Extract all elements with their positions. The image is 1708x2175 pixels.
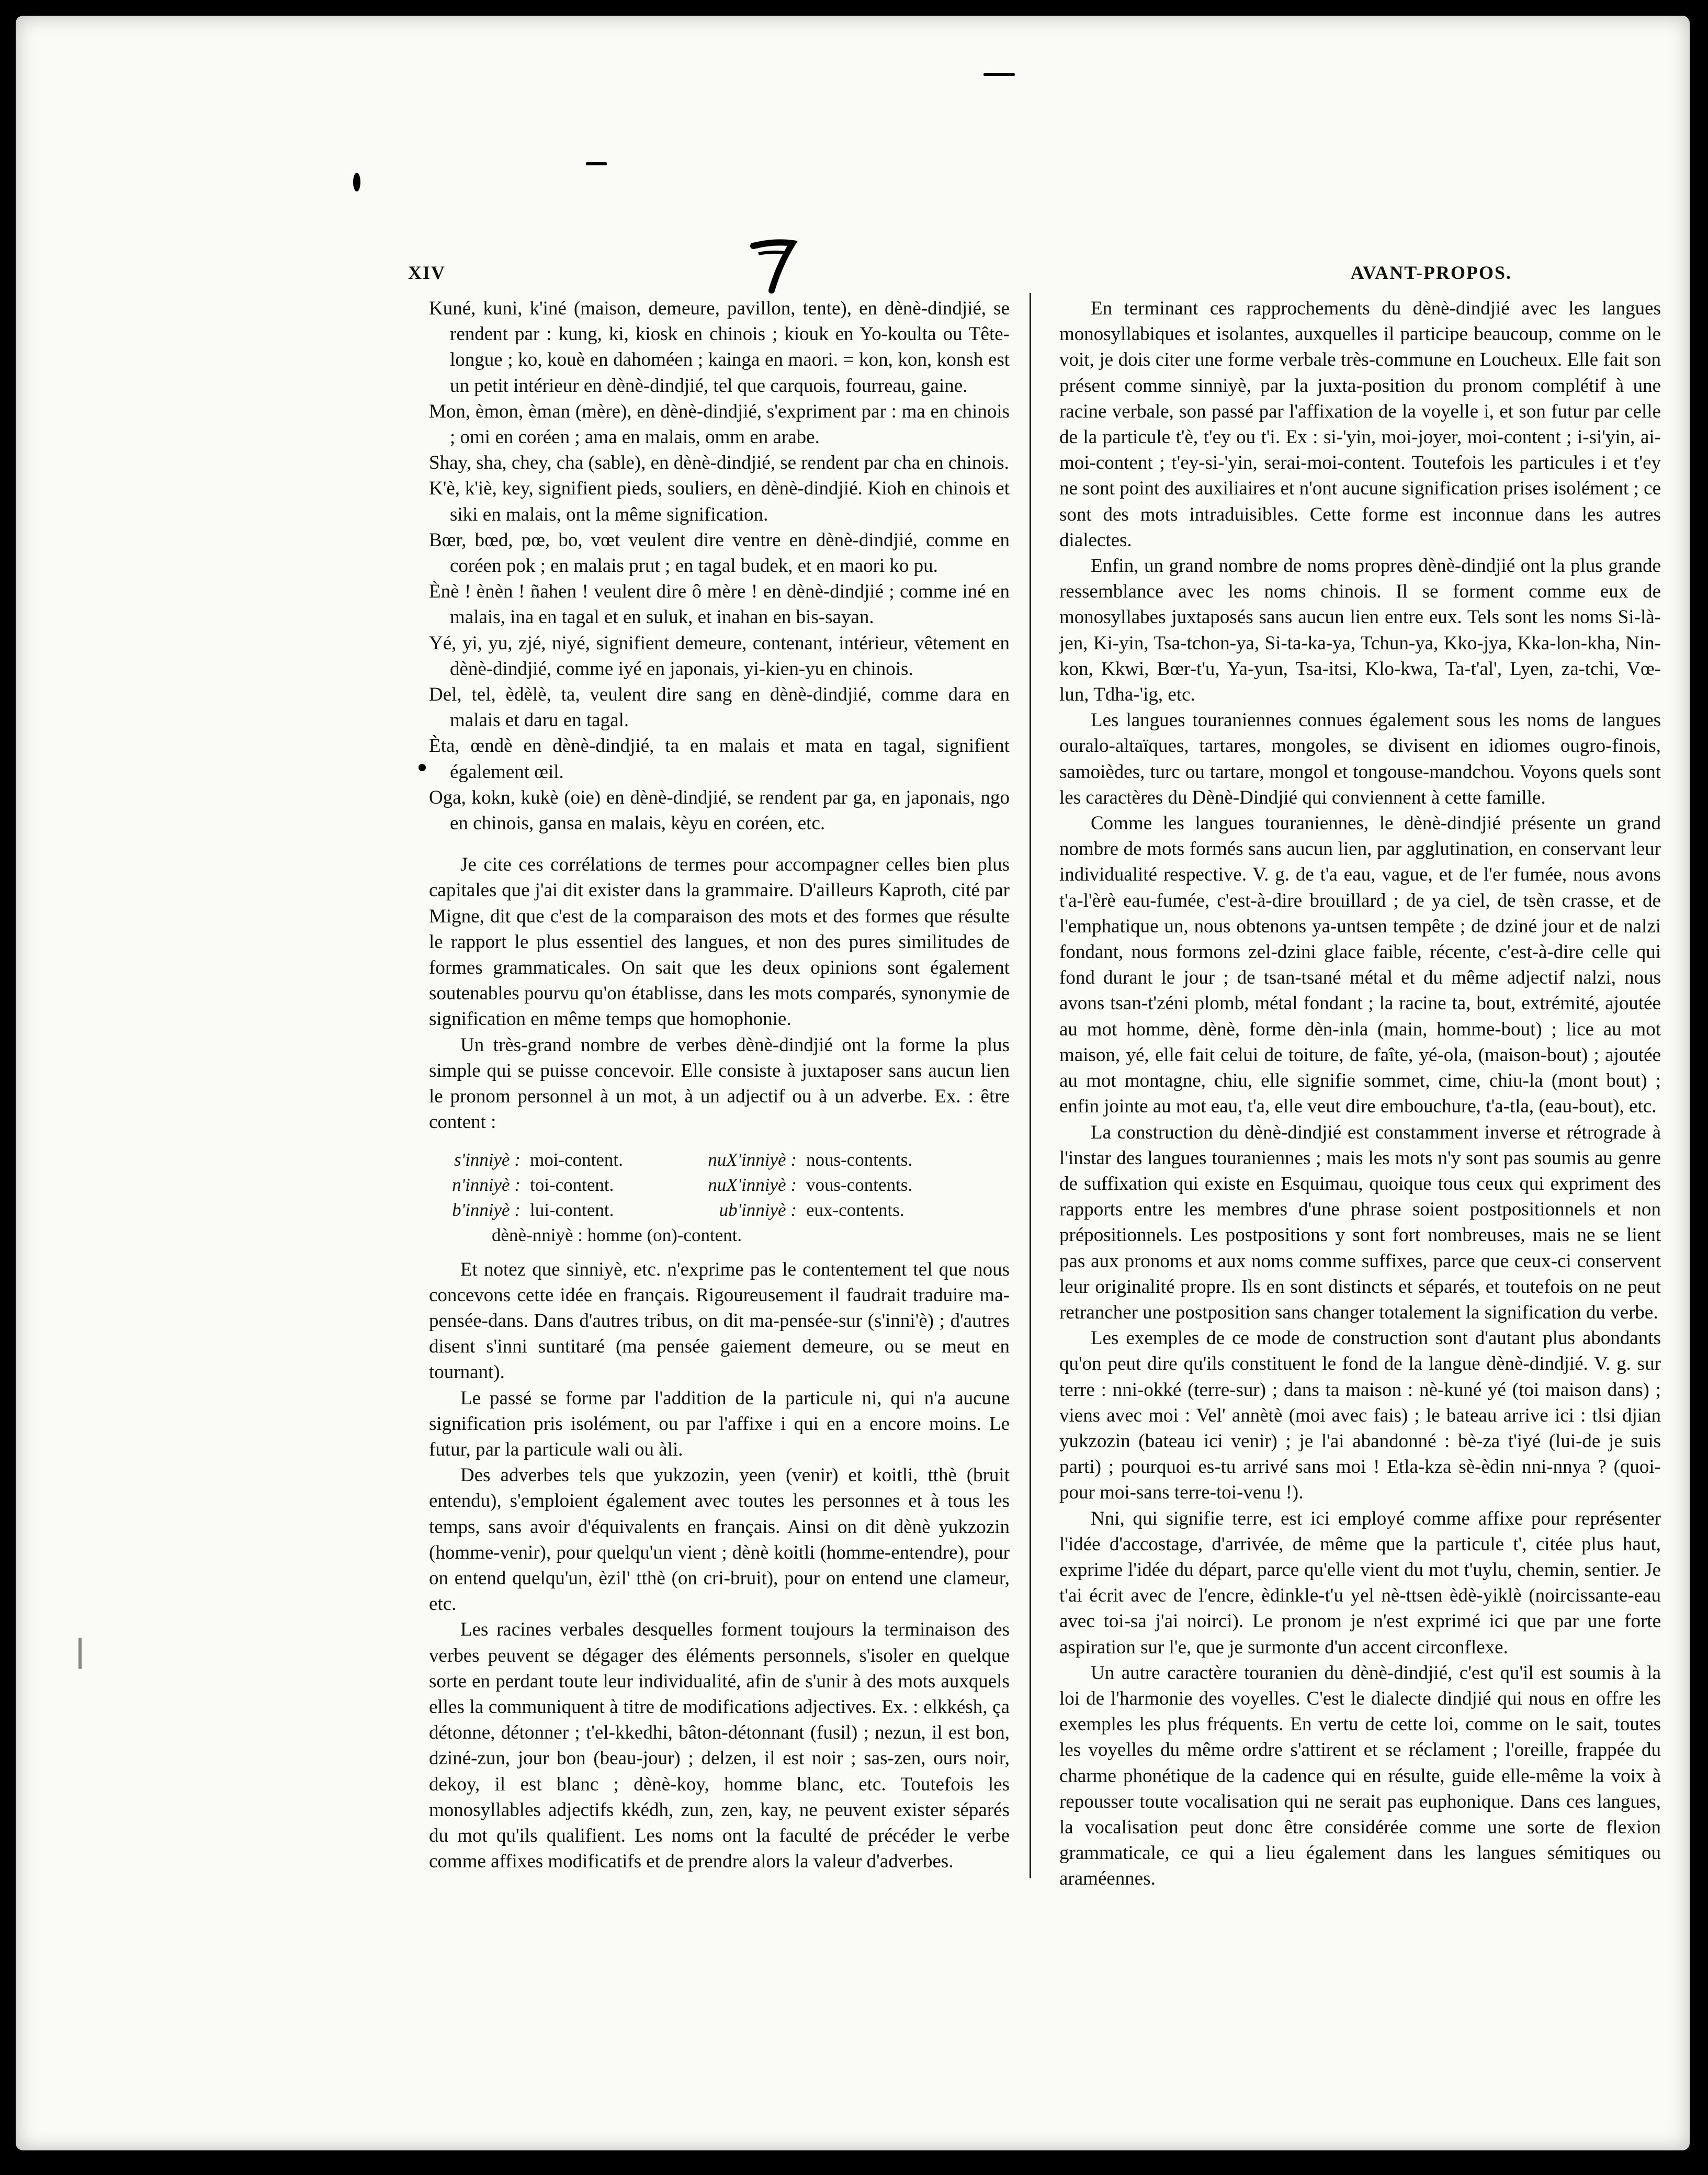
ink-speck — [418, 764, 426, 771]
lexical-entry: Kuné, kuni, k'iné (maison, demeure, pavillon, tente), en dènè-dindjié, se rendent par : kung, ki, kiosk en chinois ; kiouk en Yo-koulta ou Tête-longue ; ko, kouè en dahoméen ; kainga en maori. = kon, kon, konsh est un petit intérieur en dènè-dindjié, tel que carquois, fourreau, gaine. — [429, 298, 1010, 397]
lexical-entry: K'è, k'iè, key, signifient pieds, souliers, en dènè-dindjié. Kioh en chinois et siki en malais, ont la même signification. — [429, 478, 1010, 525]
body-paragraph: Et notez que sinniyè, etc. n'exprime pas le contentement tel que nous concevons cette idée en français. Rigoureusement il faudrait traduire ma-pensée-dans. Dans d'autres tribus, on dit ma-pensée-sur (s'inni'è) ; d'autres disent s'inni suntitaré (ma pensée gaiement demeure, ou se meut en tournant). — [429, 1258, 1010, 1383]
body-paragraph: Les langues touraniennes connues également sous les noms de langues ouralo-altaïques, tartares, mongoles, se divisent en idiomes ougro-finois, samoièdes, turc ou tartare, mongol et tongouse-mandchou. Voyons quels sont les caractères du Dènè-Dindjié qui conviennent à cette famille. — [1059, 709, 1661, 808]
body-paragraph: Enfin, un grand nombre de noms propres dènè-dindjié ont la plus grande ressemblance avec les noms chinois. Il se forment comme eux de monosyllabes juxtaposés sans aucun lien entre eux. Tels sont les noms Si-là-jen, Ki-yin, Tsa-tchon-ya, Si-ta-ka-ya, Tchun-ya, Kko-jya, Kka-lon-kha, Nin-kon, Kkwi, Bœr-t'u, Ya-yun, Tsa-itsi, Klo-kwa, Ta-t'al', Lyen, za-tchi, Vœ-lun, Tdha-'ig, etc. — [1059, 555, 1661, 706]
body-paragraph: Comme les langues touraniennes, le dènè-dindjié présente un grand nombre de mots formés sans aucun lien, par agglutination, en conservant leur individualité respective. V. g. de t'a eau, vague, et de l'er fumée, nous avons t'a-l'èrè eau-fumée, c'est-à-dire brouillard ; de ya ciel, de tsèn crasse, et de l'emphatique un, nous obtenons ya-untsen tempête ; de dziné jour et de nalzi fondant, nous formons zel-dzini glace faible, récente, c'est-à-dire celle qui fond durant le jour ; de tsan-tsané métal et du même adjectif nalzi, nous avons tsan-t'zéni plomb, métal fondant ; la racine ta, bout, extrémité, ajoutée au mot homme, dènè, forme dèn-inla (main, homme-bout) ; lice au mot maison, yé, elle fait celui de toiture, de faîte, yé-ola, (maison-bout) ; ajoutée au mot montagne, chiu, elle signifie sommet, cime, chiu-la (mont bout) ; enfin jointe au mot eau, t'a, elle veut dire embouchure, t'a-tla, (eau-bout), etc. — [1059, 813, 1661, 1118]
table-row: dènè-nniyè : homme (on)-content. — [492, 1224, 742, 1245]
body-paragraph: Je cite ces corrélations de termes pour accompagner celles bien plus capitales que j'ai dit exister dans la grammaire. D'ailleurs Kaproth, cité par Migne, dit que c'est de la comparaison des mots et des formes que résulte le rapport le plus essentiel des langues, et non des pures similitudes de formes grammaticales. On sait que les deux opinions sont également soutenables pourvu qu'on établisse, dans les mots comparés, synonymie de signification en même temps que homophonie. — [429, 854, 1010, 1030]
right-column — [1059, 296, 1661, 1892]
left-column — [429, 296, 1010, 1874]
body-paragraph: Le passé se forme par l'addition de la particule ni, qui n'a aucune signification pris isolément, ou par l'affixe i qui en a encore moins. Le futur, par la particule wali ou àli. — [429, 1387, 1010, 1460]
ink-speck — [353, 173, 360, 191]
lexical-entry: Oga, kokn, kukè (oie) en dènè-dindjié, se rendent par ga, en japonais, ngo en chinois, gansa en malais, kèyu en coréen, etc. — [429, 786, 1010, 835]
ink-speck — [78, 1638, 82, 1669]
lexical-entry: Mon, èmon, èman (mère), en dènè-dindjié, s'expriment par : ma en chinois ; omi en coréen ; ama en malais, omm en arabe. — [429, 400, 1010, 448]
table-row: n'inniyè : toi-content. nuX'inniyè : vous-contents. — [452, 1174, 913, 1195]
table-row: b'inniyè : lui-content. ub'inniyè : eux-contents. — [452, 1199, 904, 1220]
body-paragraph: En terminant ces rapprochements du dènè-dindjié avec les langues monosyllabiques et isolantes, auxquelles il participe beaucoup, comme on le voit, je dois citer une forme verbale très-commune en Loucheux. Elle fait son présent comme sinniyè, par la juxta-position du pronom complétif à une racine verbale, son passé par l'affixation de la voyelle i, et son futur par celle de la particule t'è, t'ey ou t'i. Ex : si-'yin, moi-joyer, moi-content ; i-si'yin, ai-moi-content ; t'ey-si-'yin, serai-moi-content. Toutefois les particules i et t'ey ne sont point des auxiliaires et n'ont aucune signification prises isolément ; ce sont des mots intraduisibles. Cette forme est inconnue dans les autres dialectes. — [1059, 298, 1661, 551]
lexical-entry: Shay, sha, chey, cha (sable), en dènè-dindjié, se rendent par cha en chinois. — [429, 452, 1009, 474]
body-paragraph: La construction du dènè-dindjié est constamment inverse et rétrograde à l'instar des langues touraniennes ; mais les mots n'y sont pas soumis au genre de suffixation qui existe en Esquimau, quoique tous ceux qui expriment des rapports entre les membres d'une phrase soient postpositionnels et non prépositionnels. Les postpositions y sont fort nombreuses, mais ne se lient pas aux pronoms et aux noms comme suffixes, parce que ceux-ci conservent leur originalité propre. Ils en sont distincts et séparés, et toutefois on ne peut retrancher une postposition sans changer totalement la signification du verbe. — [1059, 1121, 1661, 1323]
body-paragraph: Un autre caractère touranien du dènè-dindjié, c'est qu'il est soumis à la loi de l'harmonie des voyelles. C'est le dialecte dindjié qui nous en offre les exemples les plus fréquents. En vertu de cette loi, comme on le sait, toutes les voyelles du même ordre s'attirent et se réclament ; l'oreille, frappée du charme phonétique de la cadence qui en résulte, guide elle-même la voix à repousser toute vocalisation qui ne serait pas euphonique. Dans ces langues, la vocalisation peut donc être considérée comme une sorte de flexion grammaticale, ce qui a lieu également dans les langues sémitiques ou araméennes. — [1059, 1662, 1661, 1890]
lexical-entry: Bœr, bœd, pœ, bo, vœt veulent dire ventre en dènè-dindjié, comme en coréen pok ; en malais prut ; en tagal budek, et en maori ko pu. — [429, 529, 1010, 577]
lexical-entry: Ènè ! ènèn ! ñahen ! veulent dire ô mère ! en dènè-dindjié ; comme iné en malais, ina en tagal et en suluk, et inahan en bis-sayan. — [429, 581, 1010, 628]
conjugation-table — [429, 1147, 1010, 1247]
ink-speck — [983, 73, 1015, 76]
body-paragraph: Les racines verbales desquelles forment toujours la terminaison des verbes peuvent se dégager des éléments personnels, s'isoler en quelque sorte en perdant toute leur individualité, afin de s'unir à des mots auxquels elles la communiquent à titre de modifications adjectives. Ex. : elkkésh, ça détonne, détonner ; t'el-kkedhi, bâton-détonnant (fusil) ; nezun, il est bon, dziné-zun, jour bon (beau-jour) ; delzen, il est noir ; sas-zen, ours noir, dekoy, il est blanc ; dènè-koy, homme blanc, etc. Toutefois les monosyllables adjectifs kkédh, zun, zen, kay, ne peuvent exister séparés du mot qu'ils qualifient. Les noms ont la faculté de précéder le verbe comme affixes modificatifs et de prendre alors la valeur d'adverbes. — [429, 1619, 1010, 1873]
table-row: s'inniyè : moi-content. nuX'inniyè : nous-contents. — [454, 1149, 913, 1170]
body-paragraph: Nni, qui signifie terre, est ici employé comme affixe pour représenter l'idée d'accostage, d'arrivée, de même que la particule t', citée plus haut, exprime l'idée du départ, parce qu'elle vient du mot t'uylu, chemin, sentier. Je t'ai écrit avec de l'encre, èdinkle-t'u yel nè-ttsen èdè-yiklè (noircissante-eau avec toi-sa j'ai noirci). Le pronom je n'est exprimé ici que par une forte aspiration sur l'e, que je surmonte d'un accent circonflexe. — [1059, 1507, 1661, 1658]
page-number: XIV — [408, 262, 446, 283]
body-paragraph: Des adverbes tels que yukzozin, yeen (venir) et koitli, tthè (bruit entendu), s'emploient également avec toutes les personnes et à tous les temps, sans avoir d'équivalents en français. Ainsi on dit dènè yukzozin (homme-venir), pour quelqu'un vient ; dènè koitli (homme-entendre), pour on entend quelqu'un, èzil' tthè (on cri-bruit), pour on entend une clameur, etc. — [429, 1464, 1010, 1615]
body-paragraph: Un très-grand nombre de verbes dènè-dindjié ont la forme la plus simple qui se puisse concevoir. Elle consiste à juxtaposer sans aucun lien le pronom personnel à un mot, à un adjectif ou à un adverbe. Ex. : être content : — [429, 1034, 1010, 1133]
column-divider — [1030, 293, 1031, 1878]
ink-speck — [586, 162, 607, 165]
scanned-page — [16, 16, 1690, 2150]
lexical-entry: Yé, yi, yu, zjé, niyé, signifient demeure, contenant, intérieur, vêtement en dènè-dindjié, comme iyé en japonais, yi-kien-yu en chinois. — [429, 632, 1010, 680]
handwritten-mark-icon — [743, 233, 806, 296]
lexical-entry: Èta, œndè en dènè-dindjié, ta en malais et mata en tagal, signifient également œil. — [429, 735, 1010, 783]
running-header — [408, 262, 1512, 293]
body-paragraph: Les exemples de ce mode de construction sont d'autant plus abondants qu'on peut dire qu'ils constituent le fond de la langue dènè-dindjié. V. g. sur terre : nni-okké (terre-sur) ; dans ta maison : nè-kuné yé (toi maison dans) ; viens avec moi : Vel' annètè (moi avec fais) ; le bateau arrive ici : tlsi djian yukzozin (bateau ici venir) ; je l'ai abandonné : bè-za t'iyé (lui-de je suis parti) ; pourquoi es-tu arrivé sans moi ! Etla-kza sè-èdin nni-nnya ? (quoi-pour moi-sans terre-toi-venu !). — [1059, 1327, 1661, 1504]
lexical-entry: Del, tel, èdèlè, ta, veulent dire sang en dènè-dindjié, comme dara en malais et daru en tagal. — [429, 684, 1010, 731]
running-title: AVANT-PROPOS. — [1350, 262, 1512, 283]
